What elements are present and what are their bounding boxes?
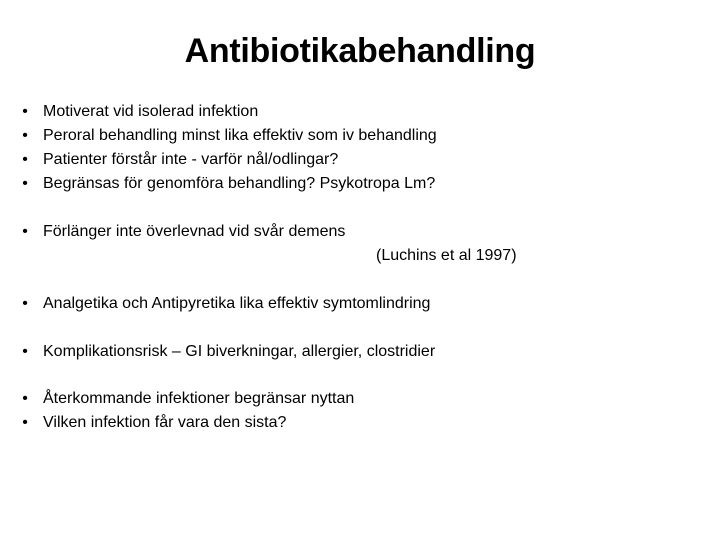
bullet-group-recurrence [18,387,708,435]
bullet-item [18,220,708,268]
bullet-text: Patienter förstår inte - varför nål/odlingar? [43,151,339,168]
bullet-icon: • [22,414,28,431]
bullet-icon: • [22,103,28,120]
bullet-text: Återkommande infektioner begränsar nyttan [43,390,355,407]
bullet-item [18,340,708,364]
bullet-text: Motiverat vid isolerad infektion [43,103,259,120]
bullet-item [18,292,708,316]
bullet-icon: • [22,343,28,360]
bullet-text: Analgetika och Antipyretika lika effektiv symtomlindring [43,295,431,312]
bullet-item [18,387,708,411]
bullet-item [18,411,708,435]
bullet-group-survival [18,220,708,268]
bullet-icon: • [22,223,28,240]
bullet-text: Peroral behandling minst lika effektiv som iv behandling [43,127,437,144]
bullet-text: Vilken infektion får vara den sista? [43,414,287,431]
bullet-item [18,148,708,172]
bullet-group-symptom-relief [18,292,708,316]
bullet-group-motivation [18,100,708,196]
bullet-item [18,172,708,196]
bullet-text: Komplikationsrisk – GI biverkningar, allergier, clostridier [43,343,436,360]
citation: (Luchins et al 1997) [376,247,517,264]
bullet-icon: • [22,127,28,144]
bullet-icon: • [22,295,28,312]
bullet-item [18,124,708,148]
bullet-text: Förlänger inte överlevnad vid svår demens [43,223,346,240]
bullet-text: Begränsas för genomföra behandling? Psykotropa Lm? [43,175,436,192]
slide-title: Antibiotikabehandling [184,32,536,70]
bullet-group-complications [18,340,708,364]
bullet-item [18,100,708,124]
bullet-icon: • [22,151,28,168]
bullet-icon: • [22,390,28,407]
bullet-icon: • [22,175,28,192]
